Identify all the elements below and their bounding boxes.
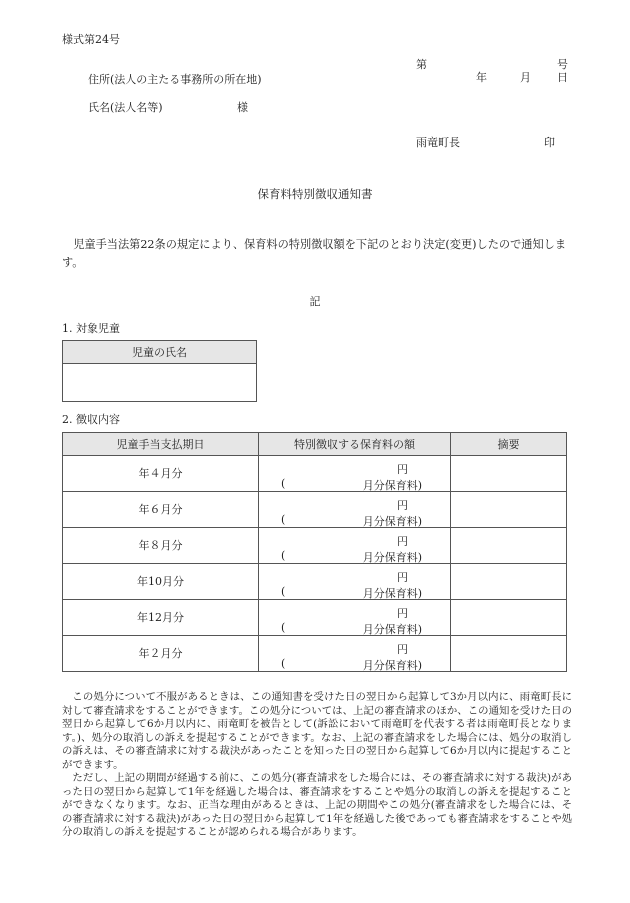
paren-open: ( bbox=[281, 657, 286, 670]
amount-cell bbox=[259, 492, 451, 528]
table-row bbox=[63, 600, 567, 636]
intro-text: 児童手当法第22条の規定により、保育料の特別徴収額を下記のとおり決定(変更)したので通知します。 bbox=[62, 238, 567, 269]
document-number-suffix: 号 bbox=[557, 58, 568, 71]
remarks-cell bbox=[451, 528, 567, 564]
yen-label: 円 bbox=[397, 499, 408, 512]
amount-cell bbox=[259, 636, 451, 672]
paren-open: ( bbox=[281, 585, 286, 598]
date-year: 年 bbox=[476, 71, 487, 84]
amount-cell bbox=[259, 528, 451, 564]
paren-open: ( bbox=[281, 549, 286, 562]
child-name-cell bbox=[63, 364, 257, 402]
paren-open: ( bbox=[281, 477, 286, 490]
appeal-notice-paragraph-1: この処分について不服があるときは、この通知書を受けた日の翌日から起算して3か月以内に、雨竜町長に対して審査請求をすることができます。この処分については、上記の審査請求のほか、この通知を受けた日の翌日から起算して6か月以内に、雨竜町を被告として(訴訟において雨竜町を代表する者は雨竜町長となります。)、処分の取消しの訴えを提起することができます。なお、上記の審査請求をした場合には、処分の取消しの訴えは、その審査請求に対する裁決があったことを知った日の翌日から起算して6か月以内に提起することができます。 bbox=[62, 691, 572, 771]
table-row bbox=[63, 636, 567, 672]
ki-marker: 記 bbox=[309, 295, 321, 308]
monthly-fee-label: 月分保育料) bbox=[362, 515, 422, 528]
document-title: 保育料特別徴収通知書 bbox=[257, 187, 373, 201]
amount-cell bbox=[259, 564, 451, 600]
remarks-header: 摘要 bbox=[451, 433, 567, 456]
section2-heading: 2. 徴収内容 bbox=[62, 413, 120, 426]
payment-period: 年４月分 bbox=[63, 456, 259, 492]
yen-label: 円 bbox=[397, 463, 408, 476]
yen-label: 円 bbox=[397, 571, 408, 584]
monthly-fee-label: 月分保育料) bbox=[362, 659, 422, 672]
date-month: 月 bbox=[520, 71, 531, 84]
monthly-fee-label: 月分保育料) bbox=[362, 587, 422, 600]
section1-heading: 1. 対象児童 bbox=[62, 322, 120, 335]
seal-mark: 印 bbox=[544, 136, 555, 149]
address-label: 住所(法人の主たる事務所の所在地) bbox=[88, 73, 262, 86]
issuer-name: 雨竜町長 bbox=[416, 136, 460, 149]
payment-period: 年12月分 bbox=[63, 600, 259, 636]
appeal-notice bbox=[62, 691, 572, 840]
payment-period: 年６月分 bbox=[63, 492, 259, 528]
target-child-table bbox=[62, 340, 257, 402]
table-row bbox=[63, 564, 567, 600]
amount-header: 特別徴収する保育料の額 bbox=[259, 433, 451, 456]
remarks-cell bbox=[451, 456, 567, 492]
payment-period: 年２月分 bbox=[63, 636, 259, 672]
child-name-header: 児童の氏名 bbox=[63, 341, 257, 364]
remarks-cell bbox=[451, 492, 567, 528]
yen-label: 円 bbox=[397, 607, 408, 620]
paren-open: ( bbox=[281, 513, 286, 526]
appeal-notice-paragraph-2: ただし、上記の期間が経過する前に、この処分(審査請求をした場合には、その審査請求に対する裁決)があった日の翌日から起算して1年を経過した場合は、審査請求をすることや処分の取消しの訴えを提起することができなくなります。なお、正当な理由があるときは、上記の期間やこの処分(審査請求をした場合には、その審査請求に対する裁決)があった日の翌日から起算して1年を経過した後であっても審査請求をすることや処分の取消しの訴えを提起することが認められる場合があります。 bbox=[62, 772, 572, 839]
yen-label: 円 bbox=[397, 643, 408, 656]
monthly-fee-label: 月分保育料) bbox=[362, 623, 422, 636]
payment-date-header: 児童手当支払期日 bbox=[63, 433, 259, 456]
table-row bbox=[63, 456, 567, 492]
form-number: 様式第24号 bbox=[62, 33, 120, 46]
document-number-prefix: 第 bbox=[416, 58, 427, 71]
name-label: 氏名(法人名等) bbox=[88, 101, 163, 114]
paren-open: ( bbox=[281, 621, 286, 634]
yen-label: 円 bbox=[397, 535, 408, 548]
table-row bbox=[63, 528, 567, 564]
payment-period: 年８月分 bbox=[63, 528, 259, 564]
remarks-cell bbox=[451, 564, 567, 600]
remarks-cell bbox=[451, 600, 567, 636]
date-day: 日 bbox=[557, 71, 568, 84]
monthly-fee-label: 月分保育料) bbox=[362, 551, 422, 564]
amount-cell bbox=[259, 600, 451, 636]
payment-period: 年10月分 bbox=[63, 564, 259, 600]
amount-cell bbox=[259, 456, 451, 492]
monthly-fee-label: 月分保育料) bbox=[362, 479, 422, 492]
remarks-cell bbox=[451, 636, 567, 672]
table-row bbox=[63, 492, 567, 528]
honorific-sama: 様 bbox=[237, 101, 248, 114]
collection-table bbox=[62, 432, 567, 672]
